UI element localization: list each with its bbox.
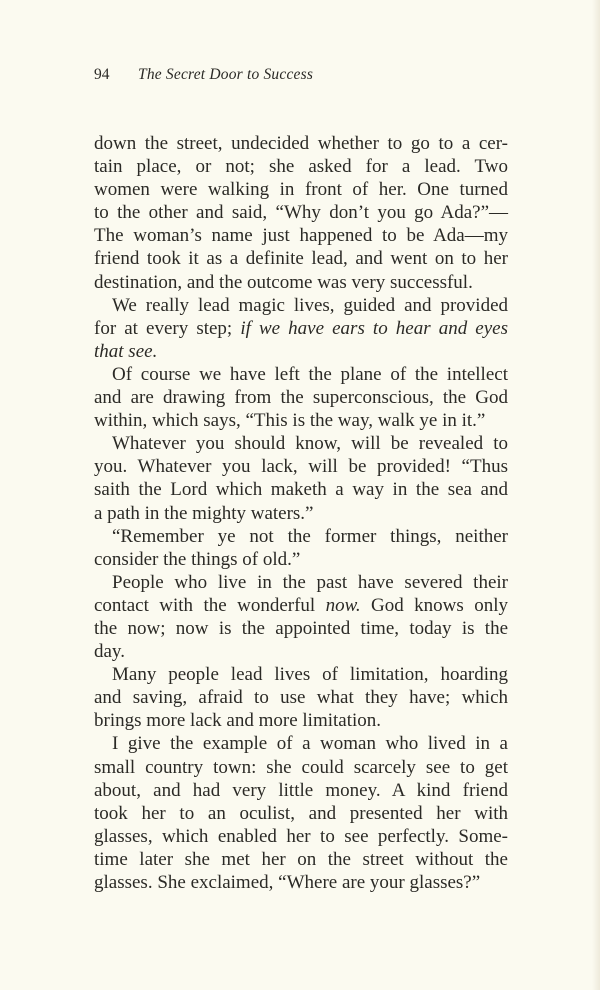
text-segment: for at every step; (94, 317, 241, 339)
text-segment: consider the things of old.” (94, 548, 301, 570)
text-segment: The woman’s name just happened to be Ada—my (94, 225, 508, 247)
text-segment: down the street, undecided whether to go to a cer- (94, 133, 508, 154)
italic-text: that see. (94, 340, 158, 362)
text-line (94, 271, 508, 294)
text-line (94, 317, 508, 340)
text-segment: small country town: she could scarcely see to get (94, 756, 508, 778)
text-segment: We really lead magic lives, guided and provided (112, 294, 508, 316)
text-segment: Many people lead lives of limitation, hoarding (112, 664, 508, 686)
text-line (94, 478, 508, 501)
text-segment: you. Whatever you lack, will be provided! “Thus (94, 456, 508, 478)
text-segment: time later she met her on the street without the (94, 848, 508, 870)
paragraph (94, 132, 508, 294)
text-line (94, 155, 508, 178)
text-segment: and are drawing from the superconscious, the God (94, 387, 508, 409)
text-line (94, 594, 508, 617)
italic-text: now. (325, 594, 361, 616)
paragraph (94, 363, 508, 432)
text-segment: day. (94, 641, 125, 663)
text-line (94, 871, 508, 894)
text-segment: Of course we have left the plane of the intellect (112, 363, 508, 385)
body-text (94, 132, 508, 894)
text-line (94, 802, 508, 825)
text-line (94, 502, 508, 525)
text-line (94, 178, 508, 201)
paragraph (94, 663, 508, 732)
text-segment: friend took it as a definite lead, and went on to her (94, 248, 508, 270)
text-line (94, 363, 508, 386)
text-segment: took her to an oculist, and presented her with (94, 802, 508, 824)
text-line (94, 132, 508, 155)
text-line (94, 525, 508, 548)
text-line (94, 548, 508, 571)
paragraph (94, 525, 508, 571)
text-segment: saith the Lord which maketh a way in the sea and (94, 479, 508, 501)
text-line (94, 732, 508, 755)
running-header (94, 66, 313, 84)
paragraph (94, 732, 508, 894)
page-number: 94 (94, 66, 110, 83)
text-segment: and saving, afraid to use what they have; which (94, 687, 508, 709)
text-line (94, 340, 508, 363)
text-segment: contact with the wonderful (94, 594, 326, 616)
text-line (94, 247, 508, 270)
text-line (94, 686, 508, 709)
text-line (94, 201, 508, 224)
text-line (94, 224, 508, 247)
text-segment: glasses. She exclaimed, “Where are your glasses?” (94, 872, 481, 893)
text-segment: tain place, or not; she asked for a lead. Two (94, 156, 508, 178)
text-line (94, 432, 508, 455)
text-line (94, 640, 508, 663)
text-line (94, 455, 508, 478)
text-segment: People who live in the past have severed their (112, 571, 508, 593)
page-edge-shadow (592, 0, 600, 990)
text-line (94, 571, 508, 594)
text-line (94, 386, 508, 409)
paragraph (94, 432, 508, 524)
text-segment: destination, and the outcome was very successful. (94, 271, 473, 293)
text-segment: a path in the mighty waters.” (94, 502, 314, 524)
running-title: The Secret Door to Success (138, 66, 314, 83)
text-segment: women were walking in front of her. One turned (94, 179, 508, 201)
paragraph (94, 294, 508, 363)
text-segment: to the other and said, “Why don’t you go Ada?”— (94, 202, 508, 224)
text-line (94, 779, 508, 802)
text-line (94, 617, 508, 640)
text-line (94, 663, 508, 686)
paragraph (94, 571, 508, 663)
text-line (94, 294, 508, 317)
text-line (94, 409, 508, 432)
text-segment: about, and had very little money. A kind friend (94, 779, 508, 801)
text-line (94, 848, 508, 871)
text-segment: glasses, which enabled her to see perfectly. Some- (94, 825, 508, 847)
text-segment: brings more lack and more limitation. (94, 710, 382, 732)
text-segment: within, which says, “This is the way, walk ye in it.” (94, 410, 486, 432)
text-segment: “Remember ye not the former things, neither (112, 525, 508, 547)
text-line (94, 825, 508, 848)
text-segment: I give the example of a woman who lived in a (112, 733, 508, 755)
italic-text: if we have ears to hear and eyes (240, 317, 508, 339)
text-line (94, 709, 508, 732)
text-line (94, 756, 508, 779)
text-segment: the now; now is the appointed time, today is the (94, 617, 508, 639)
text-segment: Whatever you should know, will be revealed to (112, 433, 508, 455)
text-segment: God knows only (360, 594, 508, 616)
